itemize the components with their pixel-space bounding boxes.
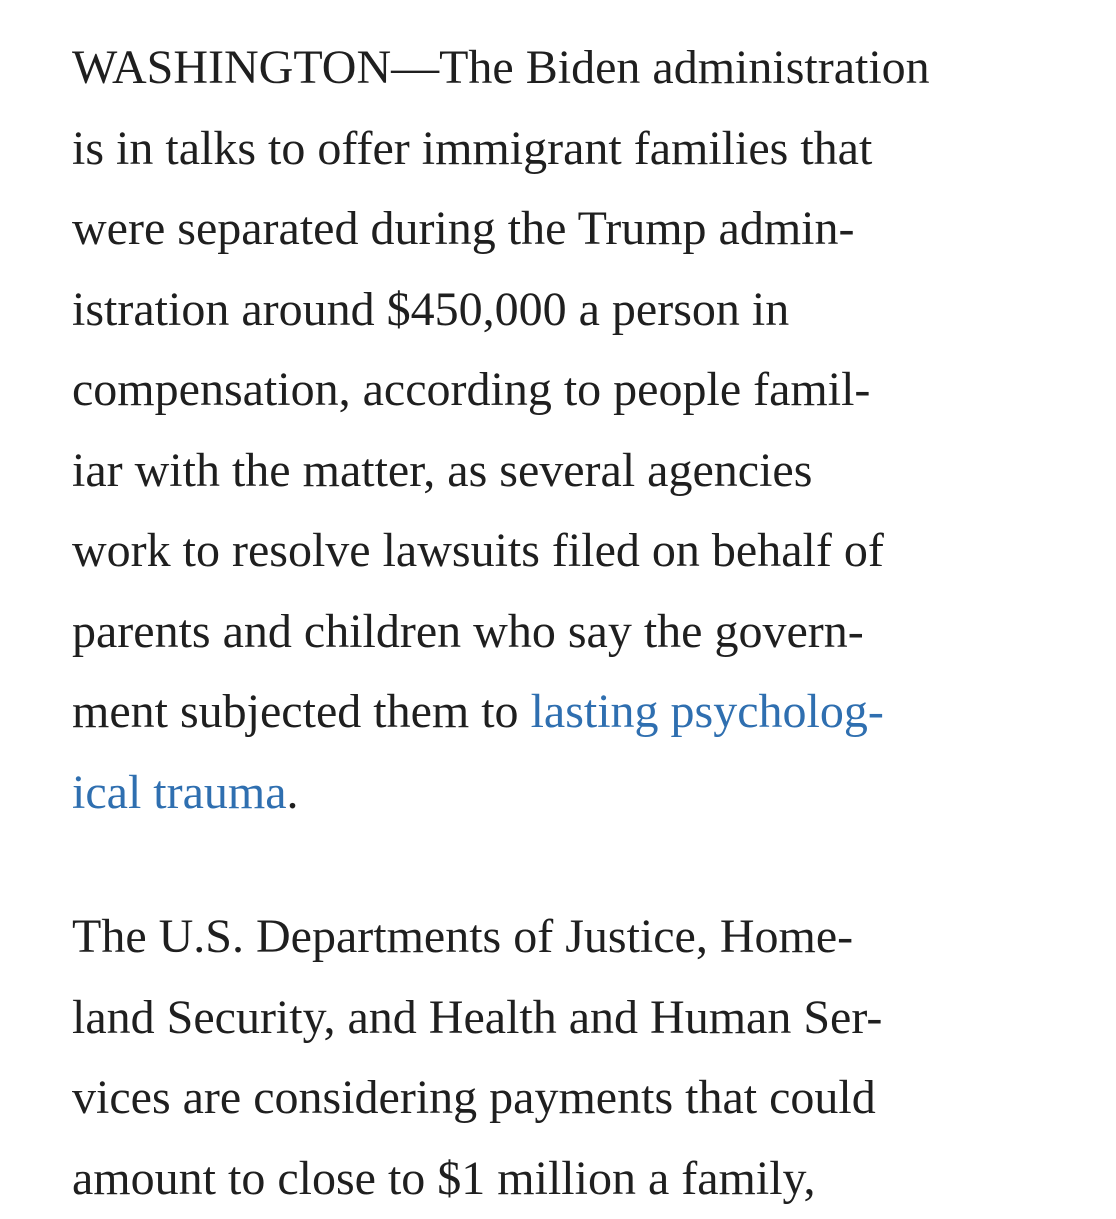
article-body (72, 28, 1082, 1219)
text-line: work to resolve lawsuits filed on behalf of (72, 511, 1082, 592)
article-paragraph-2 (72, 897, 1082, 1219)
text-line: istration around $450,000 a person in (72, 270, 1082, 351)
text-line: were separated during the Trump admin- (72, 189, 1082, 270)
text-line: WASHINGTON—The Biden administration (72, 28, 1082, 109)
text-line: parents and children who say the govern- (72, 592, 1082, 673)
text-line: iar with the matter, as several agencies (72, 431, 1082, 512)
text-line: amount to close to $1 million a family, (72, 1139, 1082, 1219)
text-line (72, 753, 1082, 834)
text-line: vices are considering payments that could (72, 1058, 1082, 1139)
text-line: is in talks to offer immigrant families that (72, 109, 1082, 190)
article-paragraph-1 (72, 28, 1082, 833)
text-segment: . (287, 766, 299, 819)
text-line: The U.S. Departments of Justice, Home- (72, 897, 1082, 978)
psychological-trauma-link[interactable]: lasting psycholog- (531, 685, 884, 738)
text-segment: ment subjected them to (72, 685, 531, 738)
text-line: land Security, and Health and Human Ser- (72, 978, 1082, 1059)
psychological-trauma-link-continued[interactable]: ical trauma (72, 766, 287, 819)
text-line: compensation, according to people famil- (72, 350, 1082, 431)
text-line (72, 672, 1082, 753)
